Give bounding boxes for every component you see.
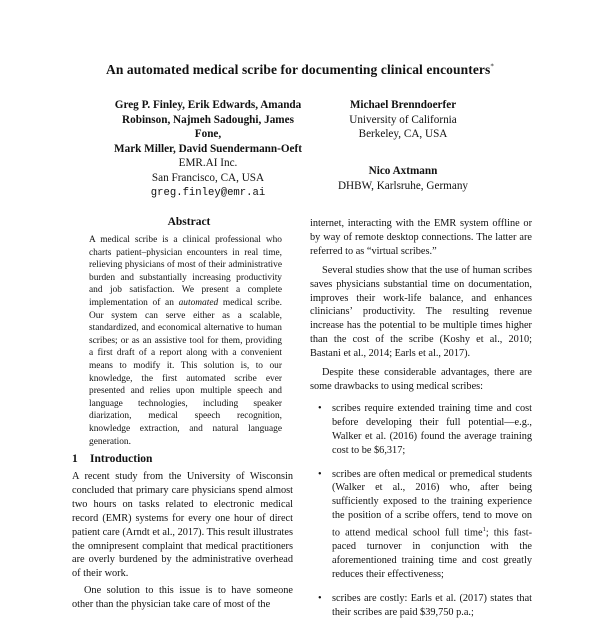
bullet-text-2b: ; this fast-paced turnover in conjunction with the aforementioned training time and cost greatly reduces their effectiveness; bbox=[332, 527, 532, 581]
intro-paragraph-2: One solution to this issue is to have someone other than the physician take care of most of the bbox=[72, 585, 293, 611]
right-column bbox=[310, 217, 532, 630]
list-item bbox=[318, 402, 532, 458]
bullet-text-1: scribes require extended training time and cost before developing their full potential—e.g., Walker et al. (2016) found the average training cost to be $6,317; bbox=[332, 402, 532, 456]
right-paragraph-2: Despite these considerable advantages, there are some drawbacks to using medical scribes: bbox=[310, 367, 532, 392]
footnote-ref-1[interactable]: 1 bbox=[482, 526, 486, 534]
bullet-icon: • bbox=[318, 593, 322, 605]
author-city-right: Berkeley, CA, USA bbox=[358, 128, 448, 141]
author-block-right-2 bbox=[318, 164, 488, 193]
abstract-emphasis: automated bbox=[178, 297, 219, 308]
author-block-right bbox=[318, 98, 488, 142]
author-org-right: University of California bbox=[349, 113, 457, 126]
author-names-line-3: Mark Miller, David Suendermann-Oeft bbox=[114, 142, 302, 155]
author-name-axtmann: Nico Axtmann bbox=[368, 165, 438, 177]
abstract-text-2: medical scribe. Our system can serve either as a scalable, standardized, and economical alternative to human scribes; or as an assistive tool for them, providing a first draft of a report along with a convenient means to modify it. This solution is, to our knowledge, the first automated scribe ever presented and relies upon multiple speech and language technologies, including speaker diarization, medical speech recognition, knowledge extraction, and natural language generation. bbox=[89, 297, 283, 447]
author-names-line-2: Robinson, Najmeh Sadoughi, James Fone, bbox=[122, 113, 294, 141]
author-name-brenndoerfer: Michael Brenndoerfer bbox=[349, 99, 457, 111]
paper-title bbox=[0, 62, 600, 78]
abstract-body bbox=[89, 234, 282, 448]
title-footnote-mark: * bbox=[490, 62, 494, 71]
bullet-text-3: scribes are costly: Earls et al. (2017) states that their scribes are paid $39,750 p.a.; bbox=[332, 593, 532, 619]
intro-paragraph-1: A recent study from the University of Wisconsin concluded that primary care physicians spend almost two hours on tasks related to electronic medical record (EMR) systems for every one hour of direct patient care (Arndt et al., 2017). This result illustrates the omnipresent complaint that medical practitioners are overly burdened by the administrative overhead of their work. bbox=[72, 471, 293, 580]
author-block-left bbox=[108, 98, 308, 200]
abstract-text-1: A medical scribe is a clinical professional who charts patient–physician encounters in real time, relieving physicians of most of their administrative burden and substantially increasing productivity and job satisfaction. We present a complete implementation of an bbox=[89, 235, 282, 308]
list-item bbox=[318, 592, 532, 620]
author-org-right-2: DHBW, Karlsruhe, Germany bbox=[337, 179, 469, 192]
section-heading-introduction bbox=[72, 453, 152, 465]
bullet-icon: • bbox=[318, 402, 322, 414]
author-names-line-1: Greg P. Finley, Erik Edwards, Amanda bbox=[114, 99, 302, 111]
section-number: 1 bbox=[72, 453, 78, 465]
paper-title-text: An automated medical scribe for documenting clinical encounters bbox=[105, 62, 491, 77]
list-item bbox=[318, 468, 532, 583]
bullet-text-2a: scribes are often medical or premedical students (Walker et al., 2016) who, after being sufficiently exposed to the training experience the position of a scribe offers, tend to move on to attend medical school full time bbox=[332, 468, 532, 539]
right-paragraph-1: Several studies show that the use of human scribes saves physicians substantial time on documentation, improves their work-life balance, and enhances clinicians’ productivity. The resulting revenue increase has the potential to be multiple times higher than the cost of the scribe (Koshy et al., 2010; Bastani et al., 2014; Earls et al., 2017). bbox=[310, 264, 532, 360]
section-title: Introduction bbox=[90, 453, 153, 465]
right-paragraph-0: internet, interacting with the EMR system offline or by way of remote desktop connections. The latter are referred to as “virtual scribes.” bbox=[310, 218, 532, 257]
abstract-heading: Abstract bbox=[167, 216, 211, 228]
author-org: EMR.AI Inc. bbox=[178, 157, 238, 170]
drawbacks-list bbox=[310, 402, 532, 620]
author-city: San Francisco, CA, USA bbox=[151, 171, 265, 184]
introduction-body bbox=[72, 470, 293, 612]
author-email[interactable]: greg.finley@emr.ai bbox=[150, 186, 266, 199]
bullet-icon: • bbox=[318, 468, 322, 480]
